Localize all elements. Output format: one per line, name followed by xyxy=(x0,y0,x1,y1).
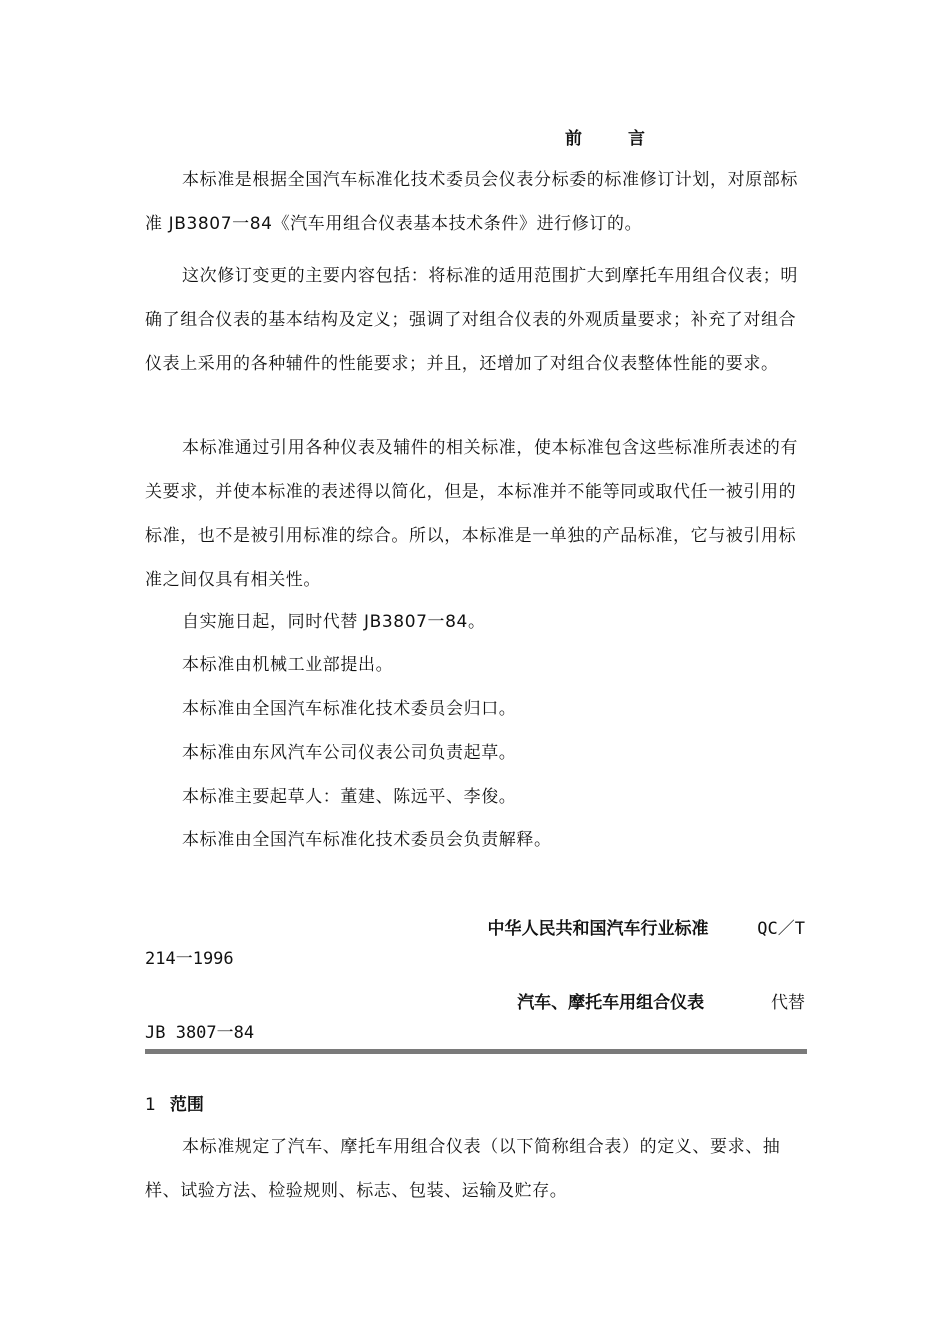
standard-code: QC／T xyxy=(757,919,805,939)
standard-org: 中华人民共和国汽车行业标准 xyxy=(487,919,709,939)
foreword-paragraph-3: 本标准通过引用各种仪表及辅件的相关标准，使本标准包含这些标准所表述的有关要求，并使本标准的表述得以简化，但是，本标准并不能等同或取代任一被引用的标准，也不是被引用标准的综合。所以，本标准是一单独的产品标准，它与被引用标准之间仅具有相关性。 xyxy=(145,438,798,590)
section-1-heading xyxy=(145,1090,204,1120)
standard-title: 汽车、摩托车用组合仪表 xyxy=(517,993,705,1013)
header-divider xyxy=(145,1049,807,1054)
foreword-paragraph-7: 本标准由东风汽车公司仪表公司负责起草。 xyxy=(182,743,517,763)
section-1-number: 1 xyxy=(145,1095,156,1115)
standard-org-line xyxy=(145,914,805,944)
foreword-paragraph-2: 这次修订变更的主要内容包括：将标准的适用范围扩大到摩托车用组合仪表；明确了组合仪表的基本结构及定义；强调了对组合仪表的外观质量要求；补充了对组合仪表上采用的各种辅件的性能要求；并且，还增加了对组合仪表整体性能的要求。 xyxy=(145,266,798,374)
foreword-title: 前 言 xyxy=(565,129,665,149)
foreword-paragraph-6: 本标准由全国汽车标准化技术委员会归口。 xyxy=(182,699,517,719)
foreword-paragraph-1: 本标准是根据全国汽车标准化技术委员会仪表分标委的标准修订计划，对原部标准 JB3807一84《汽车用组合仪表基本技术条件》进行修订的。 xyxy=(145,170,798,234)
foreword-paragraph-9: 本标准由全国汽车标准化技术委员会负责解释。 xyxy=(182,830,552,850)
foreword-paragraph-8: 本标准主要起草人：董建、陈远平、李俊。 xyxy=(182,787,517,807)
replaces-label: 代替 xyxy=(771,993,805,1013)
standard-header xyxy=(145,914,805,1048)
section-1-text: 本标准规定了汽车、摩托车用组合仪表（以下简称组合表）的定义、要求、抽样、试验方法、检验规则、标志、包装、运输及贮存。 xyxy=(145,1137,781,1201)
section-1-title: 范围 xyxy=(169,1095,204,1115)
foreword-paragraph-4: 自实施日起，同时代替 JB3807一84。 xyxy=(182,612,486,632)
replaces-code: JB 3807一84 xyxy=(145,1023,255,1043)
standard-code-number: 214一1996 xyxy=(145,949,234,969)
foreword-paragraph-5: 本标准由机械工业部提出。 xyxy=(182,655,394,675)
standard-title-line xyxy=(145,988,805,1018)
